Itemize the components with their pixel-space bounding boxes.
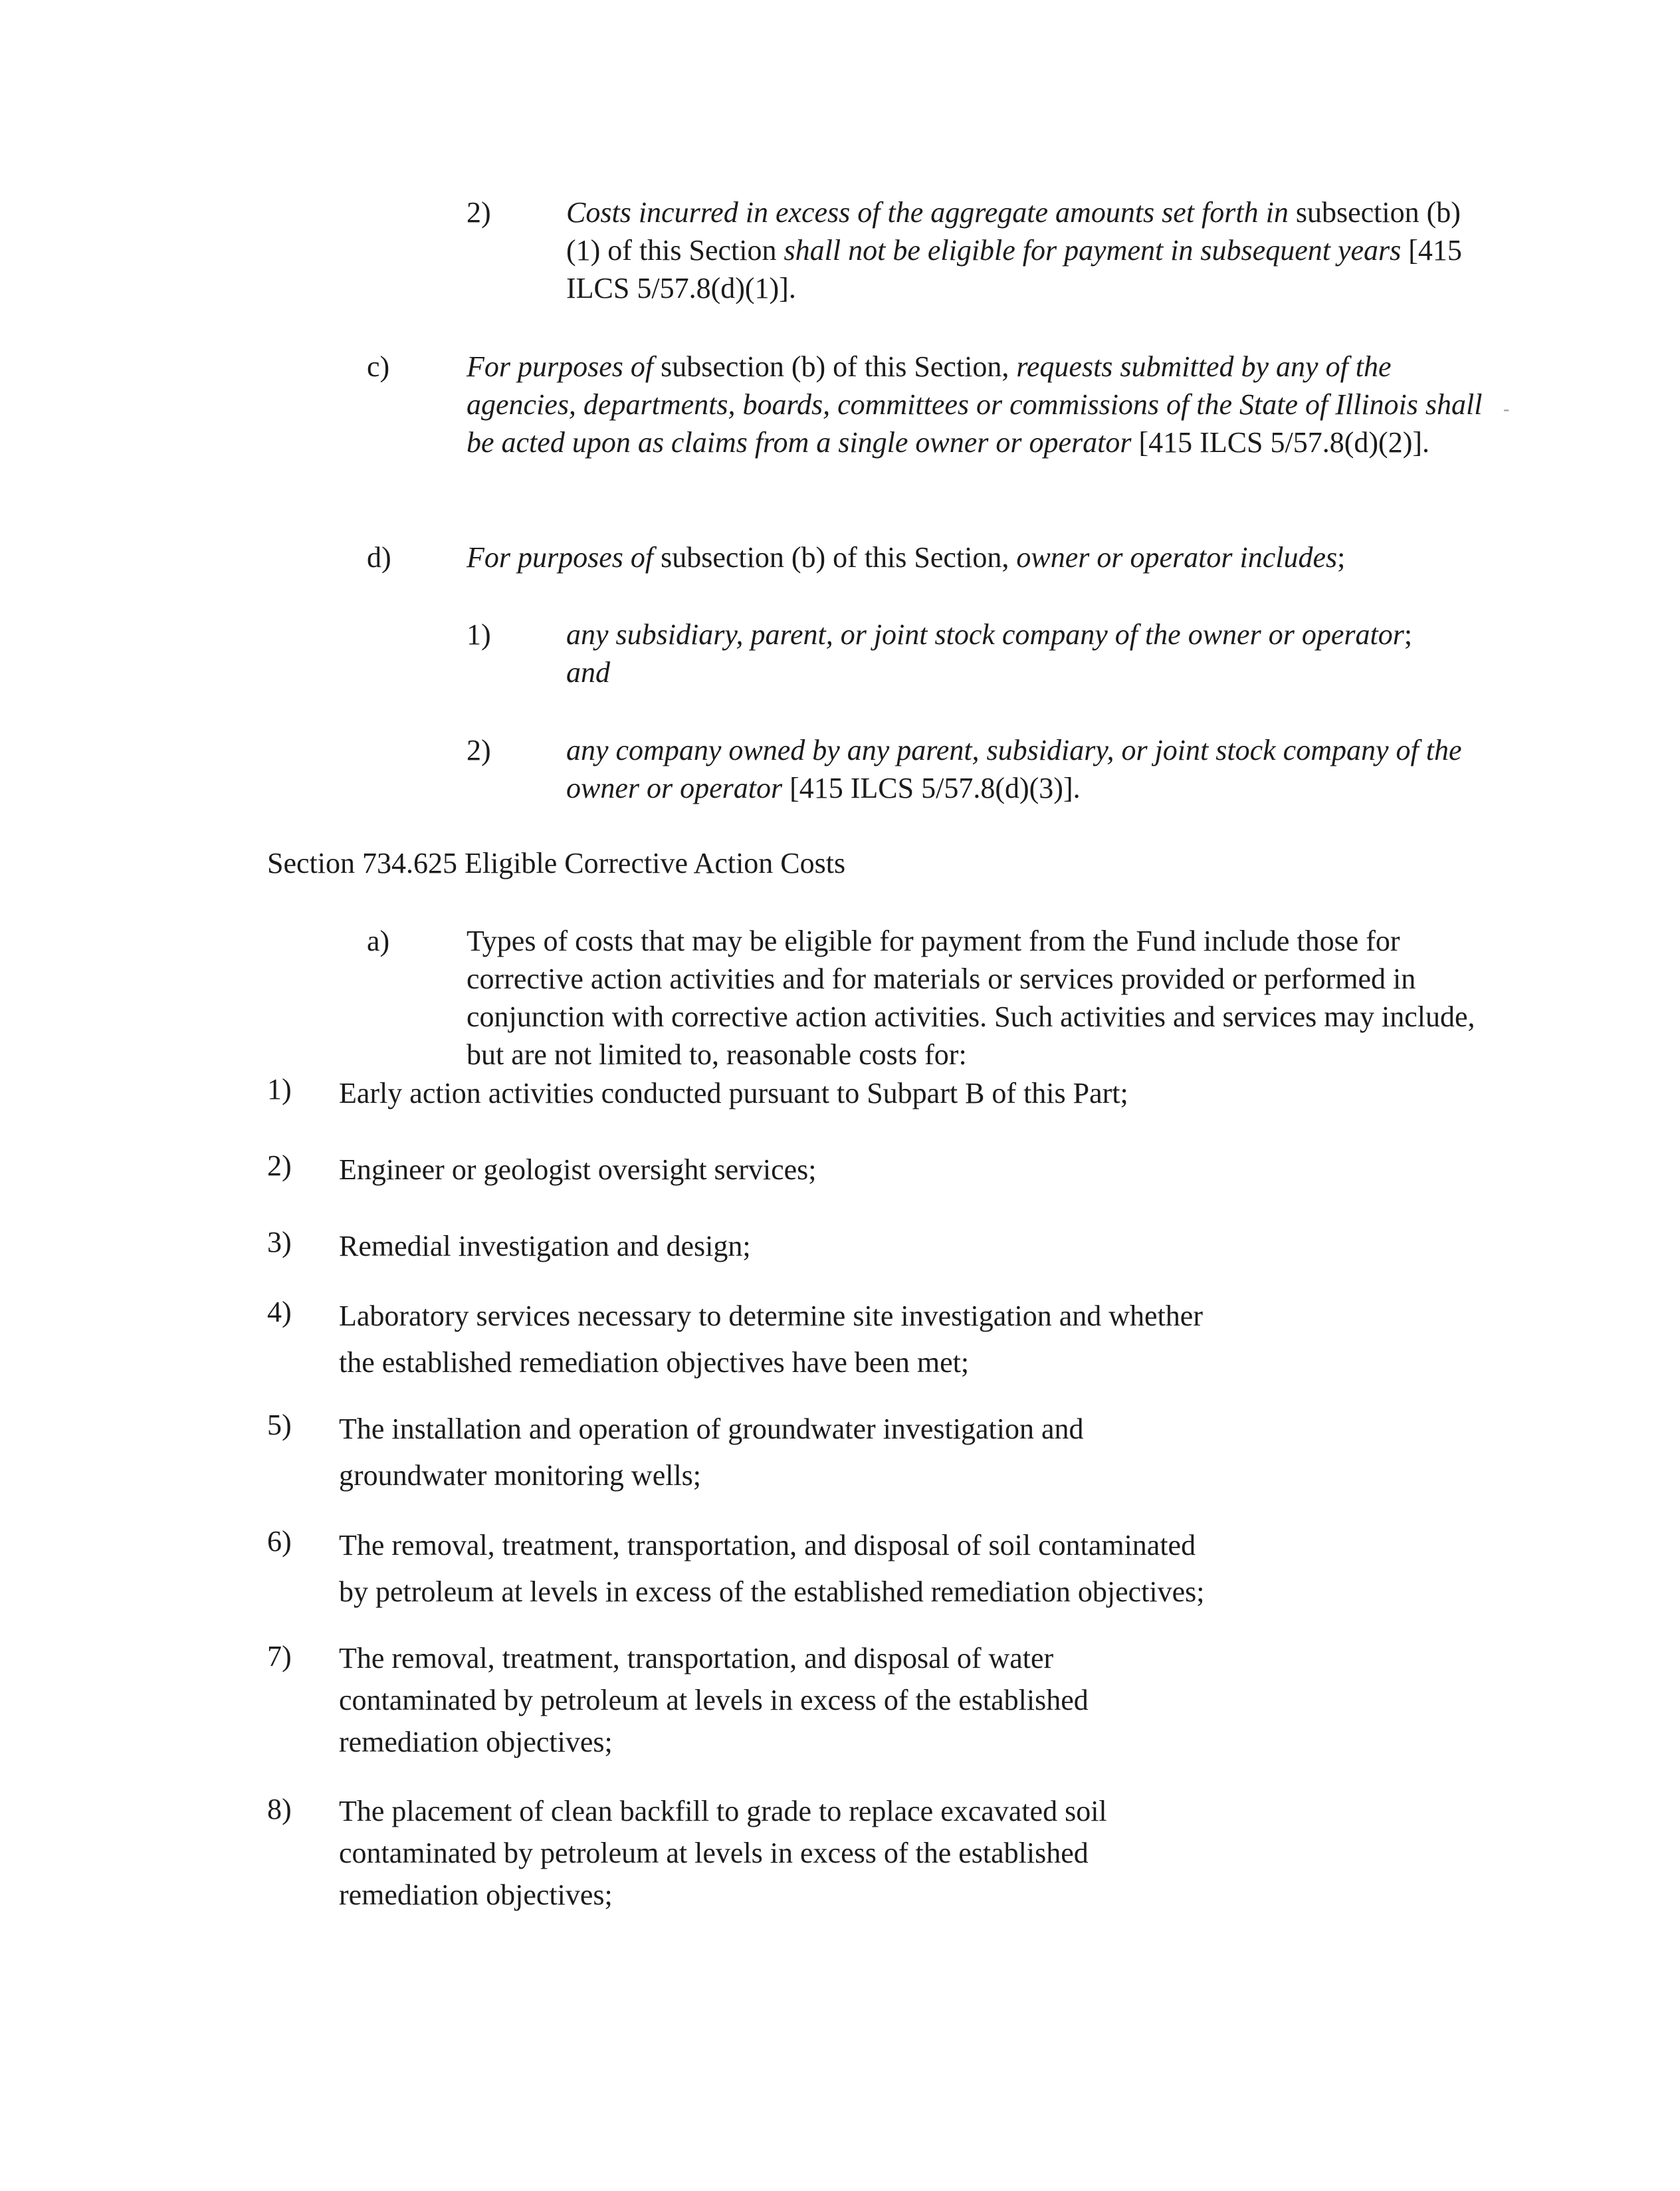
subsection-d2-label: 2) (467, 734, 491, 766)
subsection-d-text (467, 538, 1483, 576)
list-item-text (339, 1522, 1205, 1615)
text-segment: Costs incurred in excess of the aggregate amounts set forth in (566, 196, 1289, 229)
text-segment: subsection (b) of this Section, (653, 541, 1017, 574)
subsection-d1-label: 1) (467, 618, 491, 651)
list-item-line: contaminated by petroleum at levels in excess of the established (339, 1837, 1089, 1869)
text-segment: subsection (b)(1) of this Section (566, 196, 1461, 267)
list-item-number: 1) (267, 1073, 292, 1105)
list-item-number: 5) (267, 1409, 292, 1441)
subsection-d1-text (566, 616, 1430, 691)
list-item-line: Laboratory services necessary to determine site investigation and whether (339, 1300, 1203, 1332)
subsection-d2-text (566, 731, 1483, 807)
list-item-number: 6) (267, 1525, 292, 1557)
list-item-line: The placement of clean backfill to grade to replace excavated soil (339, 1795, 1107, 1827)
list-item-line: remediation objectives; (339, 1879, 613, 1911)
list-item-number: 4) (267, 1296, 292, 1328)
text-segment: [415 ILCS 5/57.8(d)(3)]. (782, 772, 1081, 804)
text-segment: shall not be eligible for payment in subsequent years (784, 234, 1402, 267)
section-heading: Section 734.625 Eligible Corrective Action Costs (267, 847, 846, 879)
list-item-line: by petroleum at levels in excess of the established remediation objectives; (339, 1575, 1205, 1608)
list-item-line: The removal, treatment, transportation, and disposal of water (339, 1642, 1054, 1674)
list-item-line: Early action activities conducted pursuant to Subpart B of this Part; (339, 1077, 1128, 1109)
list-item-number: 2) (267, 1149, 292, 1182)
text-segment: any subsidiary, parent, or joint stock company of the owner or operator (566, 618, 1404, 651)
subsection-b2-label: 2) (467, 196, 491, 229)
list-item-text (339, 1293, 1203, 1386)
list-item-number: 3) (267, 1226, 292, 1258)
text-segment: and (566, 656, 610, 689)
text-segment: requests submitted by any of the agencies, departments, boards, committees or commissions of the State of Illinois shall be acted upon as claims from a single owner or operator (467, 350, 1483, 459)
list-item-number: 8) (267, 1793, 292, 1825)
section-a-label: a) (367, 925, 390, 957)
list-item-line: remediation objectives; (339, 1726, 613, 1758)
list-item-line: contaminated by petroleum at levels in excess of the established (339, 1684, 1089, 1716)
list-item-text (339, 1223, 751, 1270)
text-segment: [415 ILCS 5/57.8(d)(2)]. (1131, 426, 1430, 459)
list-item-line: The installation and operation of groundwater investigation and (339, 1413, 1084, 1445)
list-item-text (339, 1070, 1128, 1117)
subsection-c-label: c) (367, 350, 390, 383)
text-segment: ; (1337, 541, 1346, 574)
list-item-text (339, 1637, 1089, 1763)
subsection-b2-text (566, 193, 1483, 307)
text-segment: any company owned by any parent, subsidiary, or joint stock company of the owner or operator (566, 734, 1462, 804)
text-segment: [415 ILCS 5/57.8(d)(1)]. (566, 234, 1462, 304)
scan-mark: - (1503, 399, 1510, 419)
subsection-d-label: d) (367, 541, 391, 574)
list-item-line: groundwater monitoring wells; (339, 1459, 702, 1492)
list-item-number: 7) (267, 1640, 292, 1672)
list-item-line: the established remediation objectives have been met; (339, 1346, 970, 1379)
list-item-text (339, 1406, 1083, 1499)
text-segment: For purposes of (467, 350, 654, 383)
list-item-text (339, 1147, 816, 1193)
text-segment: ; (1404, 618, 1413, 651)
list-item-line: The removal, treatment, transportation, and disposal of soil contaminated (339, 1529, 1196, 1561)
section-a-text: Types of costs that may be eligible for payment from the Fund include those for corrective action activities and for materials or services provided or performed in conjunction with corrective action activities. Such activities and services may include, but are not limited to, reasonable costs for: (467, 925, 1475, 1071)
list-item-line: Engineer or geologist oversight services; (339, 1153, 817, 1186)
text-segment: subsection (b) of this Section, (653, 350, 1017, 383)
list-item-text (339, 1790, 1107, 1916)
text-segment: For purposes of (467, 541, 654, 574)
text-segment: owner or operator includes (1016, 541, 1338, 574)
list-item-line: Remedial investigation and design; (339, 1230, 751, 1262)
subsection-c-text (467, 348, 1483, 461)
